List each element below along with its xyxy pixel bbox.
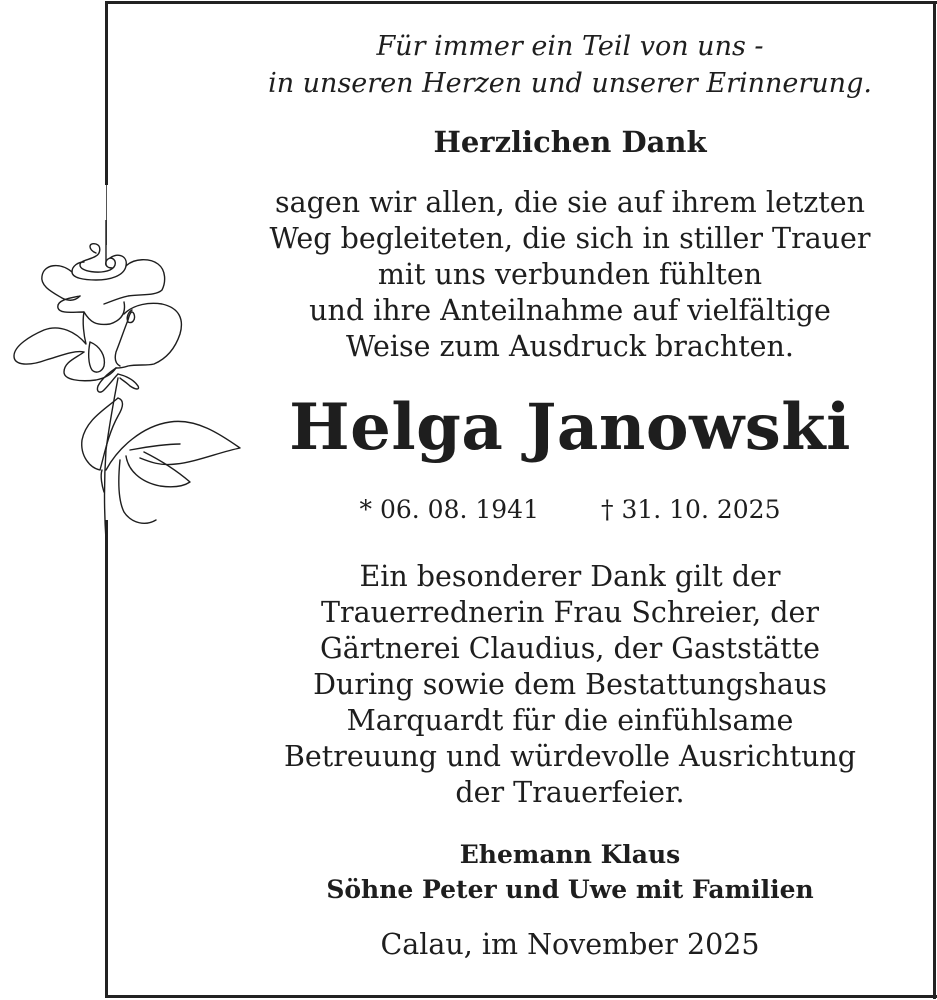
signature-line-1: Ehemann Klaus <box>459 840 681 869</box>
thanks-heading: Herzlichen Dank <box>433 125 707 159</box>
frame-border-left-lower <box>105 520 108 998</box>
frame-border-left-upper <box>105 1 108 185</box>
life-dates <box>200 495 937 524</box>
thanks-text-line-4: und ihre Anteilnahme auf vielfältige <box>309 294 831 327</box>
thanks-text-line-3: mit uns verbunden fühlten <box>377 258 763 291</box>
birth-date: * 06. 08. 1941 <box>359 495 539 524</box>
quote-line-2: in unseren Herzen und unserer Erinnerung. <box>268 68 872 99</box>
frame-border-bottom <box>105 995 937 998</box>
special-thanks-line-2: Trauerrednerin Frau Schreier, der <box>320 596 820 629</box>
thanks-text-line-1: sagen wir allen, die sie auf ihrem letzten <box>275 186 865 219</box>
special-thanks-line-4: During sowie dem Bestattungshaus <box>313 668 827 701</box>
frame-border-top <box>105 1 937 4</box>
special-thanks-line-6: Betreuung und würdevolle Ausrichtung <box>283 740 857 773</box>
thanks-text-line-2: Weg begleiteten, die sich in stiller Trauer <box>269 222 871 255</box>
special-thanks-line-7: der Trauerfeier. <box>455 776 685 809</box>
special-thanks-line-3: Gärtnerei Claudius, der Gaststätte <box>320 632 820 665</box>
quote-line-1: Für immer ein Teil von uns - <box>376 31 764 62</box>
death-date: † 31. 10. 2025 <box>601 495 781 524</box>
signature-line-2: Söhne Peter und Uwe mit Familien <box>326 875 814 904</box>
special-thanks-line-5: Marquardt für die einfühlsame <box>346 704 794 737</box>
special-thanks-line-1: Ein besonderer Dank gilt der <box>359 560 781 593</box>
place-date: Calau, im November 2025 <box>380 928 760 961</box>
thanks-text-line-5: Weise zum Ausdruck brachten. <box>346 330 794 363</box>
deceased-name: Helga Janowski <box>289 390 851 465</box>
